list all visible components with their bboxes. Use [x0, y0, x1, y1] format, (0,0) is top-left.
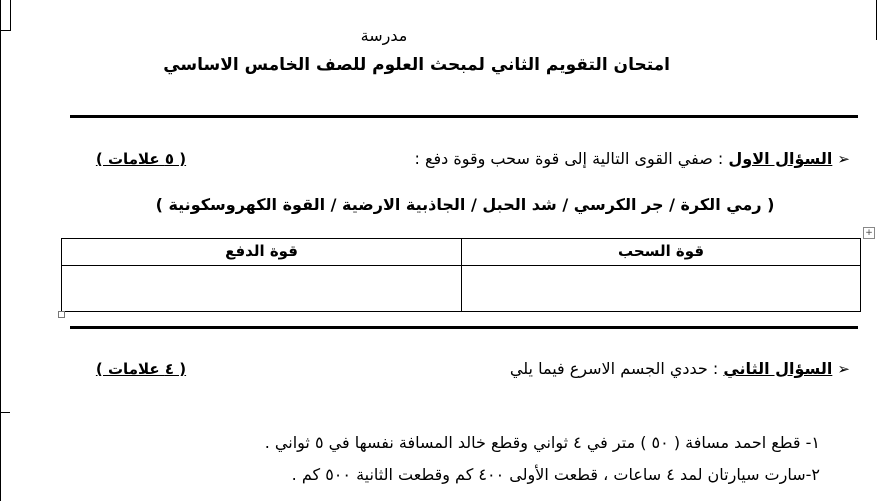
table-header-push: قوة الدفع — [62, 239, 462, 266]
exam-title: امتحان التقويم الثاني لمبحث العلوم للصف الخامس الاساسي — [163, 55, 670, 75]
q2-item-1: ١- قطع احمد مسافة ( ٥٠ ) متر في ٤ ثواني وقطع خالد المسافة نفسها في ٥ ثواني . — [264, 433, 820, 452]
q1-items: ( رمي الكرة / جر الكرسي / شد الحبل / الجاذبية الارضية / القوة الكهروسكونية ) — [155, 195, 775, 214]
q2-marks: ( ٤ علامات ) — [95, 360, 187, 378]
q2-text: : حددي الجسم الاسرع فيما يلي — [509, 359, 719, 378]
table-move-handle-icon[interactable]: + — [863, 227, 875, 239]
header-divider — [70, 115, 858, 118]
q2-label: السؤال الثاني — [723, 359, 833, 378]
q1-marks: ( ٥ علامات ) — [95, 150, 187, 168]
bottom-left-corner-mark — [0, 412, 10, 502]
right-edge-mark — [876, 0, 877, 40]
table-cell-pull[interactable] — [462, 266, 860, 311]
section-divider — [70, 326, 858, 329]
q1-bullet-icon: ➢ — [837, 150, 850, 168]
q2-line — [440, 359, 850, 378]
table-cell-push[interactable] — [62, 266, 462, 311]
q1-line — [370, 149, 850, 168]
table-header-pull: قوة السحب — [462, 239, 860, 266]
forces-table — [61, 238, 861, 312]
q1-label: السؤال الاول — [728, 149, 833, 168]
top-left-corner-mark — [0, 0, 11, 31]
q2-item-2: ٢-سارت سيارتان لمد ٤ ساعات ، قطعت الأولى ٤٠٠ كم وقطعت الثانية ٥٠٠ كم . — [291, 465, 820, 484]
school-name: مدرسة — [360, 26, 408, 45]
table-resize-handle-icon[interactable] — [58, 311, 65, 318]
q1-text: : صفي القوى التالية إلى قوة سحب وقوة دفع : — [414, 149, 724, 168]
q2-bullet-icon: ➢ — [837, 360, 850, 378]
